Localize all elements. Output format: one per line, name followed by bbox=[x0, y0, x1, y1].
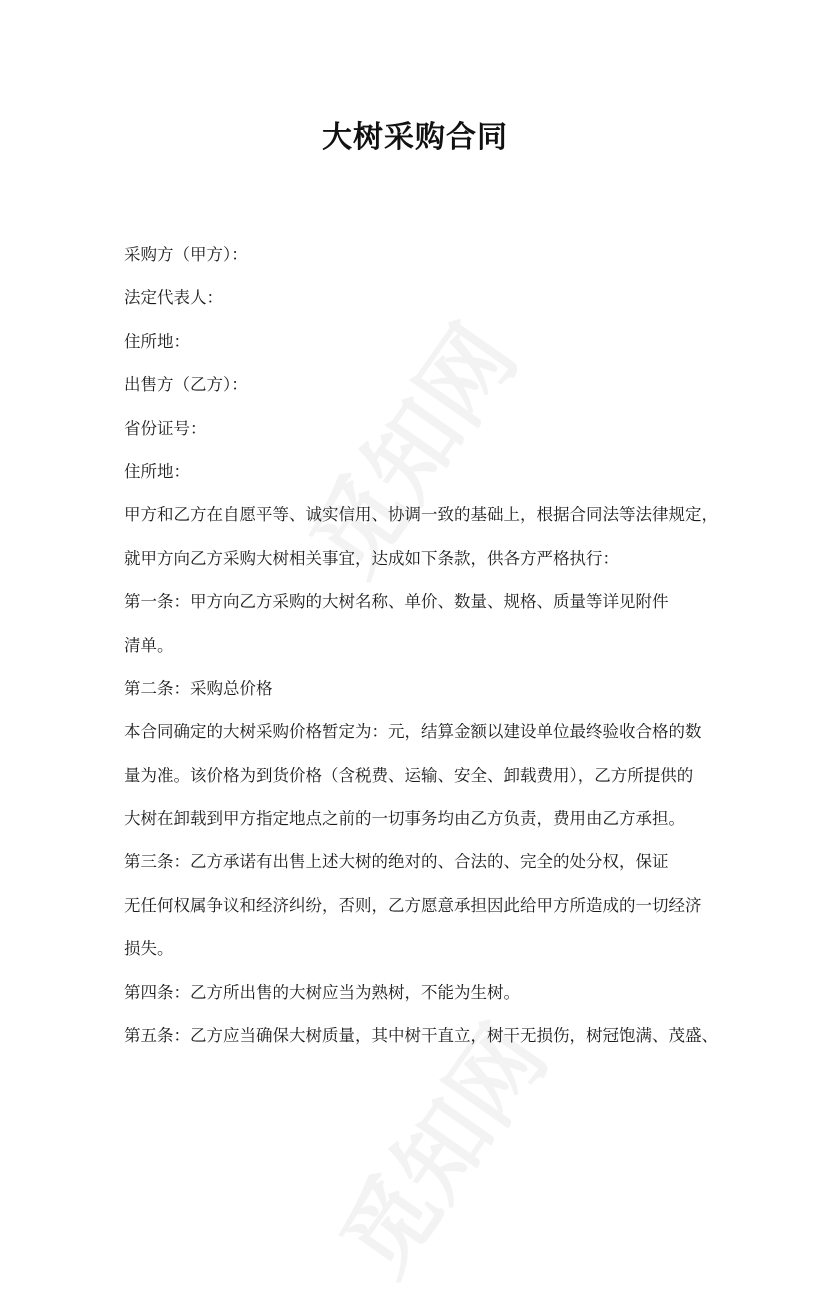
party-b-address-line: 住所地： bbox=[124, 461, 190, 481]
document-body bbox=[124, 238, 724, 1062]
article-4-line: 第四条：乙方所出售的大树应当为熟树，不能为生树。 bbox=[124, 982, 520, 1002]
article-3-line: 第三条：乙方承诺有出售上述大树的绝对的、合法的、完全的处分权，保证 bbox=[124, 852, 669, 872]
id-number-line: 省份证号： bbox=[124, 418, 207, 438]
article-2-line: 大树在卸载到甲方指定地点之前的一切事务均由乙方负责，费用由乙方承担。 bbox=[124, 809, 685, 829]
document-title: 大树采购合同 bbox=[322, 120, 508, 155]
article-5-line: 第五条：乙方应当确保大树质量，其中树干直立，树干无损伤，树冠饱满、茂盛、 bbox=[124, 1026, 718, 1046]
preamble-line: 就甲方向乙方采购大树相关事宜，达成如下条款，供各方严格执行： bbox=[124, 548, 619, 568]
party-b-line: 出售方（乙方）： bbox=[124, 375, 248, 395]
article-3-line: 损失。 bbox=[124, 939, 174, 959]
article-1-line: 清单。 bbox=[124, 635, 174, 655]
legal-representative-line: 法定代表人： bbox=[124, 288, 223, 308]
article-2-heading: 第二条：采购总价格 bbox=[124, 678, 273, 698]
article-3-line: 无任何权属争议和经济纠纷，否则，乙方愿意承担因此给甲方所造成的一切经济 bbox=[124, 895, 702, 915]
preamble-line: 甲方和乙方在自愿平等、诚实信用、协调一致的基础上，根据合同法等法律规定， bbox=[124, 505, 718, 525]
party-a-line: 采购方（甲方）： bbox=[124, 245, 248, 264]
party-a-address-line: 住所地： bbox=[124, 331, 190, 351]
article-2-line: 量为准。该价格为到货价格（含税费、运输、安全、卸载费用），乙方所提供的 bbox=[124, 765, 694, 785]
article-1-line: 第一条：甲方向乙方采购的大树名称、单价、数量、规格、质量等详见附件 bbox=[124, 592, 669, 612]
article-2-line: 本合同确定的大树采购价格暂定为：元，结算金额以建设单位最终验收合格的数 bbox=[124, 722, 702, 742]
